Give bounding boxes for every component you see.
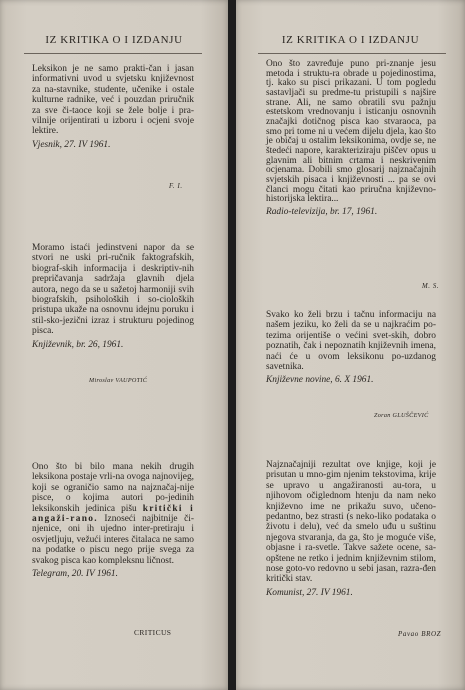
review-text-emphasis: kritički i angaži-rano.	[32, 503, 194, 525]
review-signature: F. I.	[169, 183, 183, 190]
review-text: Moramo istaći jedinstveni napor da se stvori ne uski pri-ručnik faktografskih, biograf-skih informacija i deskriptiv-nih prepričavanja sadržaja glavnih djela autora, nego da se u sažetoj harmoniji svih biografskih, psiholoških i so-cioloških pristupa ukaže na osnovnu idejnu poruku i stil-sko-jezični izraz i strukturu pojedinog pisca.	[32, 243, 194, 337]
left-page-panel	[0, 0, 228, 690]
review-text: Leksikon je ne samo prakti-čan i jasan informativni uvod u svjetsku književnost za na-stavnike, studente, učenike i ostale kulturne radnike, već i pouzdan priručnik za sve či-taoce koji se žele bolje i pra-vilnije orijentirati u izboru i ocjeni svoje lektire.	[32, 64, 194, 137]
review-text: Svako ko želi brzu i tačnu informaciju na našem jeziku, ko želi da se u najkraćim po-tezima orijentiše o većini svet-skih, dobro poznatih, čak i nepoznatih književnih imena, naći će u ovom leksikonu po-uzdanog savetnika.	[266, 310, 436, 373]
review-signature: Pavao BROZ	[398, 630, 442, 638]
header-divider	[258, 53, 446, 54]
review-source: Komunist, 27. IV 1961.	[266, 587, 353, 598]
review-source: Književnik, br. 26, 1961.	[32, 339, 124, 350]
review-text: Najznačajniji rezultat ove knjige, koji je prisutan u mno-gim njenim tekstovima, krije se upravo u angažiranosti au-tora, u njihovom očiglednom htenju da nam neko književno ime ne prikažu suvo, učeno-pedantno, bez strasti (s neko-liko podataka o životu i delu), već da smelo uđu u suštinu njegova stvaranja, da ga, što je moguće više, objasne i ra-svetle. Takve sažete ocene, sa-opštene ne retko i jednim književnim stilom, nose goto-vo redovno u sebi jasan, razra-đen kritički stav.	[266, 460, 436, 585]
review-signature: CRITICUS	[134, 628, 172, 637]
right-page-header: IZ KRITIKA O I IZDANJU	[281, 34, 420, 46]
review-signature: Zoran GLUŠČEVIĆ	[374, 412, 429, 419]
review-komunist	[266, 460, 436, 598]
header-divider	[24, 53, 202, 54]
review-knjizevne-novine	[266, 310, 436, 386]
review-source: Telegram, 20. IV 1961.	[32, 569, 118, 580]
review-radio-televizija	[266, 60, 436, 218]
review-source: Književne novine, 6. X 1961.	[266, 375, 374, 386]
review-source: Vjesnik, 27. IV 1961.	[32, 139, 111, 150]
review-text: Ono što zavređuje puno pri-znanje jesu metoda i struktu-ra obrade u pojedinostima, tj. kako su pisci prikazani. U tom pogledu sastavljači su predme-tu pristupili s najšire strane. Ali, ne samo obratili svu pažnju estetskom vrednovanju i isticanju osnovnih značajki dotičnog pisca kao stvaraoca, pa smo pri tome ni u većem dijelu djela, kao što je običaj u ostalim leksikonima, ovdje se, ne štedeći napore, karakteriziraju piščev opus u glavnim ali bitnim crtama i neskrivenim ocjenama. Dobili smo glosarij najznačajnih svjetskih pisaca i književnosti ... pa se ovi članci mogu čitati kao priručna književno-historijska lektira...	[266, 59, 436, 205]
review-signature: Miroslav VAUPOTIĆ	[89, 377, 148, 384]
review-text-tail: Iznoseći najbitnije či-njenice, oni ih ujedno inter-pretiraju i osvjetljuju, vežući interes čitalaca ne samo na podatke o piscu nego prije svega za svakog pisca kao kompleksnu ličnost.	[32, 514, 195, 566]
review-text	[32, 462, 194, 566]
right-page-panel	[236, 0, 465, 690]
review-source: Radio-televizija, br. 17, 1961.	[266, 206, 378, 217]
review-vjesnik	[32, 64, 194, 150]
review-knjizevnik	[32, 243, 194, 350]
review-telegram	[32, 462, 194, 579]
review-text-lead: Ono što bi bilo mana nekih drugih leksikona postaje vrli-na ovoga najnovijeg, koji se ograničio samo na najznačaj-nije pisce, o kojima autori po-jedinih leksikonskih jedinica pišu	[32, 462, 194, 514]
review-signature: M. S.	[422, 283, 440, 290]
left-page-header: IZ KRITIKA O I IZDANJU	[45, 34, 183, 46]
